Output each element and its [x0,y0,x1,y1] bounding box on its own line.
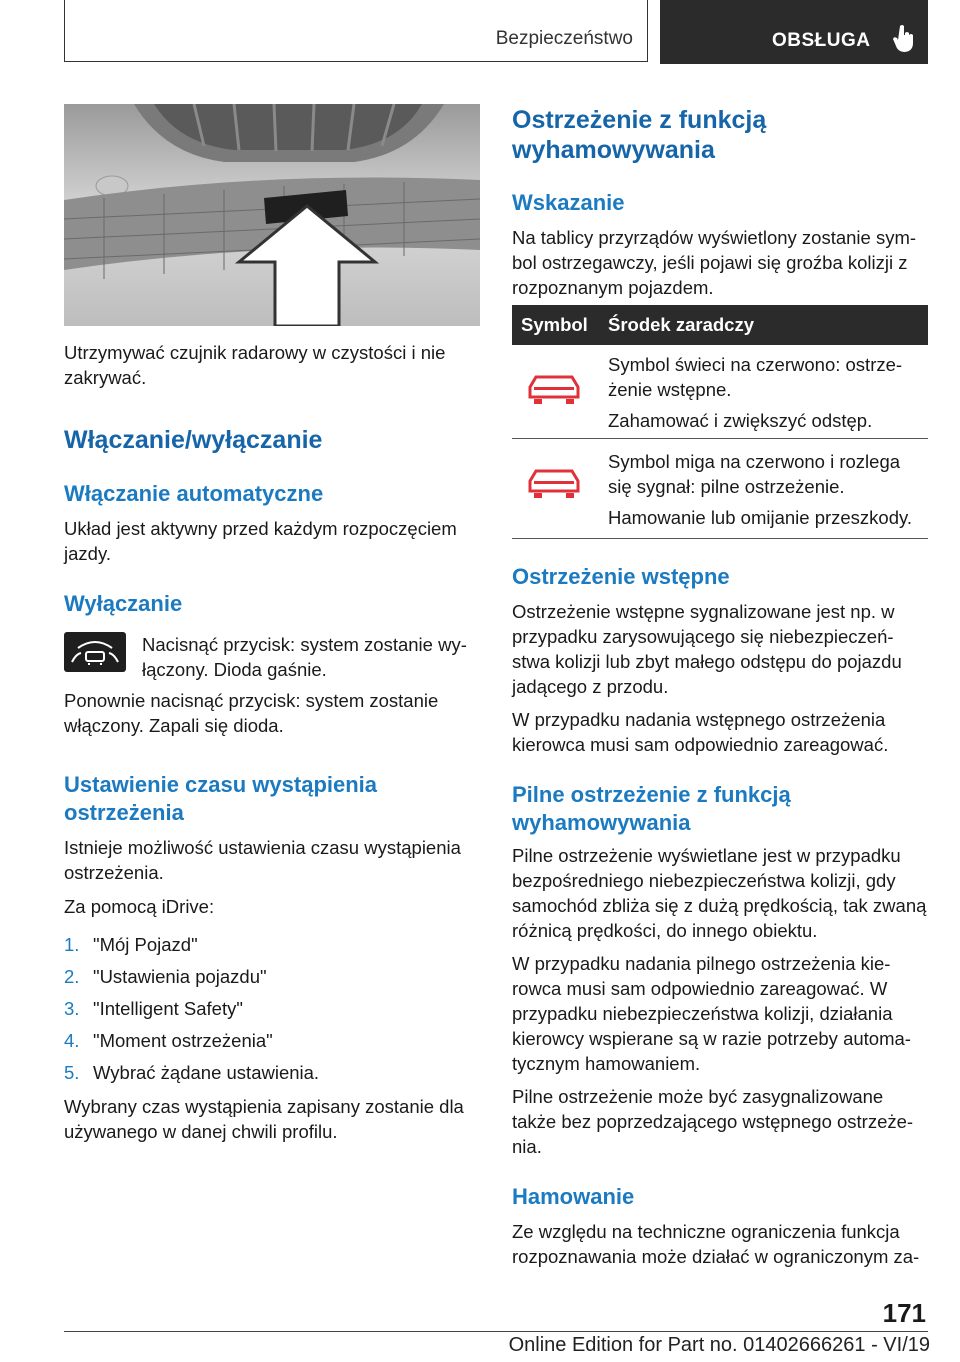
paragraph-off-2: Ponownie nacisnąć przycisk: system zostanie włączony. Zapali się dioda. [64,690,439,736]
paragraph-saved: Wybrany czas wystąpienia zapisany zostanie dla używanego w danej chwili profilu. [64,1096,464,1142]
paragraph-auto-on: Układ jest aktywny przed każdym rozpoczęciem jazdy. [64,518,457,564]
paragraph-urgent-1: Pilne ostrzeżenie wyświetlane jest w przypadku bezpośredniego niebezpieczeństwa kolizji, gdy samochód zbliża się z dużą prędkością, tak zwaną różnicą prędkości, do innego obiektu. [512,845,927,941]
heading-pre-warning: Ostrzeżenie wstępne [512,564,730,589]
heading-on-off: Włączanie/wyłączanie [64,426,323,454]
paragraph-urgent-3: Pilne ostrzeżenie może być zasygnalizowane także bez poprzedzającego wstępnego ostrzeże- nia. [512,1086,914,1157]
heading-auto-on: Włączanie automatyczne [64,481,324,506]
heading-off: Wyłączanie [64,591,183,616]
list-item: 2. "Ustawienia pojazdu" [64,966,267,987]
paragraph-pre-warning-2: W przypadku nadania wstępnego ostrzeżenia kierowca musi sam odpowiednio zareagować. [512,709,889,755]
heading-urgent-warning: Pilne ostrzeżenie z funkcją wyhamowywania [512,782,791,835]
paragraph-off-1a: Nacisnąć przycisk: system zostanie wy- [142,634,467,655]
column-header-symbol: Symbol [521,314,588,335]
paragraph-indication: Na tablicy przyrządów wyświetlony zostanie sym- bol ostrzegawczy, jeśli pojawi się groźba kolizji z rozpoznanym pojazdem. [512,227,917,298]
heading-braking-warning: Ostrzeżenie z funkcją wyhamowywania [512,106,767,164]
page-number: 171 [882,1298,926,1328]
row2-text-a: Symbol miga na czerwono i rozlega się sygnał: pilne ostrzeżenie. [608,451,901,497]
paragraph-off-1b: łączony. Dioda gaśnie. [142,659,327,680]
table-header [512,305,928,345]
section-title: Bezpieczeństwo [495,28,633,49]
radar-sensor-photo [64,104,480,326]
list-item: 5. Wybrać żądane ustawienia. [64,1062,320,1083]
heading-indication: Wskazanie [512,190,625,215]
list-item: 4. "Moment ostrzeżenia" [64,1030,273,1051]
row2-text-b: Hamowanie lub omijanie przeszkody. [608,507,913,528]
paragraph-warning-time: Istnieje możliwość ustawienia czasu wystąpienia ostrzeżenia. [64,837,461,883]
heading-braking: Hamowanie [512,1184,635,1209]
edition-note: Online Edition for Part no. 01402666261 - VI/19 [508,1334,930,1356]
list-item: 3. "Intelligent Safety" [64,998,243,1019]
idrive-steps-list [64,932,480,1092]
footer-divider [64,1331,928,1332]
list-item: 1. "Mój Pojazd" [64,934,198,955]
chapter-tab [660,0,928,64]
paragraph-braking: Ze względu na techniczne ograniczenia funkcja rozpoznawania może działać w ograniczonym za- [512,1221,920,1267]
symbol-table [512,305,928,539]
table-row [512,345,928,439]
section-tab [64,0,648,62]
page-header [64,0,928,64]
chapter-title: OBSŁUGA [772,30,871,51]
heading-warning-time: Ustawienie czasu wystąpienia ostrzeżenia [64,772,378,825]
row1-text-b: Zahamować i zwiększyć odstęp. [608,410,873,431]
pointing-hand-icon [893,24,915,52]
table-row [512,439,928,539]
collision-warning-button-icon [64,632,126,672]
red-car-warning-icon [524,369,584,405]
paragraph-urgent-2: W przypadku nadania pilnego ostrzeżenia kie- rowca musi sam odpowiednio zareagować. W przypadku niebezpieczeństwa kolizji, działania kierowcy wspierane są w razie potrzeby automa- tycznym hamowaniem. [512,953,911,1074]
paragraph-idrive: Za pomocą iDrive: [64,896,215,917]
photo-caption: Utrzymywać czujnik radarowy w czystości i nie zakrywać. [64,342,446,388]
row1-text-a: Symbol świeci na czerwono: ostrze- żenie wstępne. [608,354,903,400]
red-car-warning-icon [524,463,584,499]
paragraph-pre-warning-1: Ostrzeżenie wstępne sygnalizowane jest np. w przypadku zarysowującego się niebezpieczeń- stwa kolizji lub zbyt małego odstępu do pojazdu jadącego z przodu. [512,601,902,697]
column-header-action: Środek zaradczy [608,314,755,335]
